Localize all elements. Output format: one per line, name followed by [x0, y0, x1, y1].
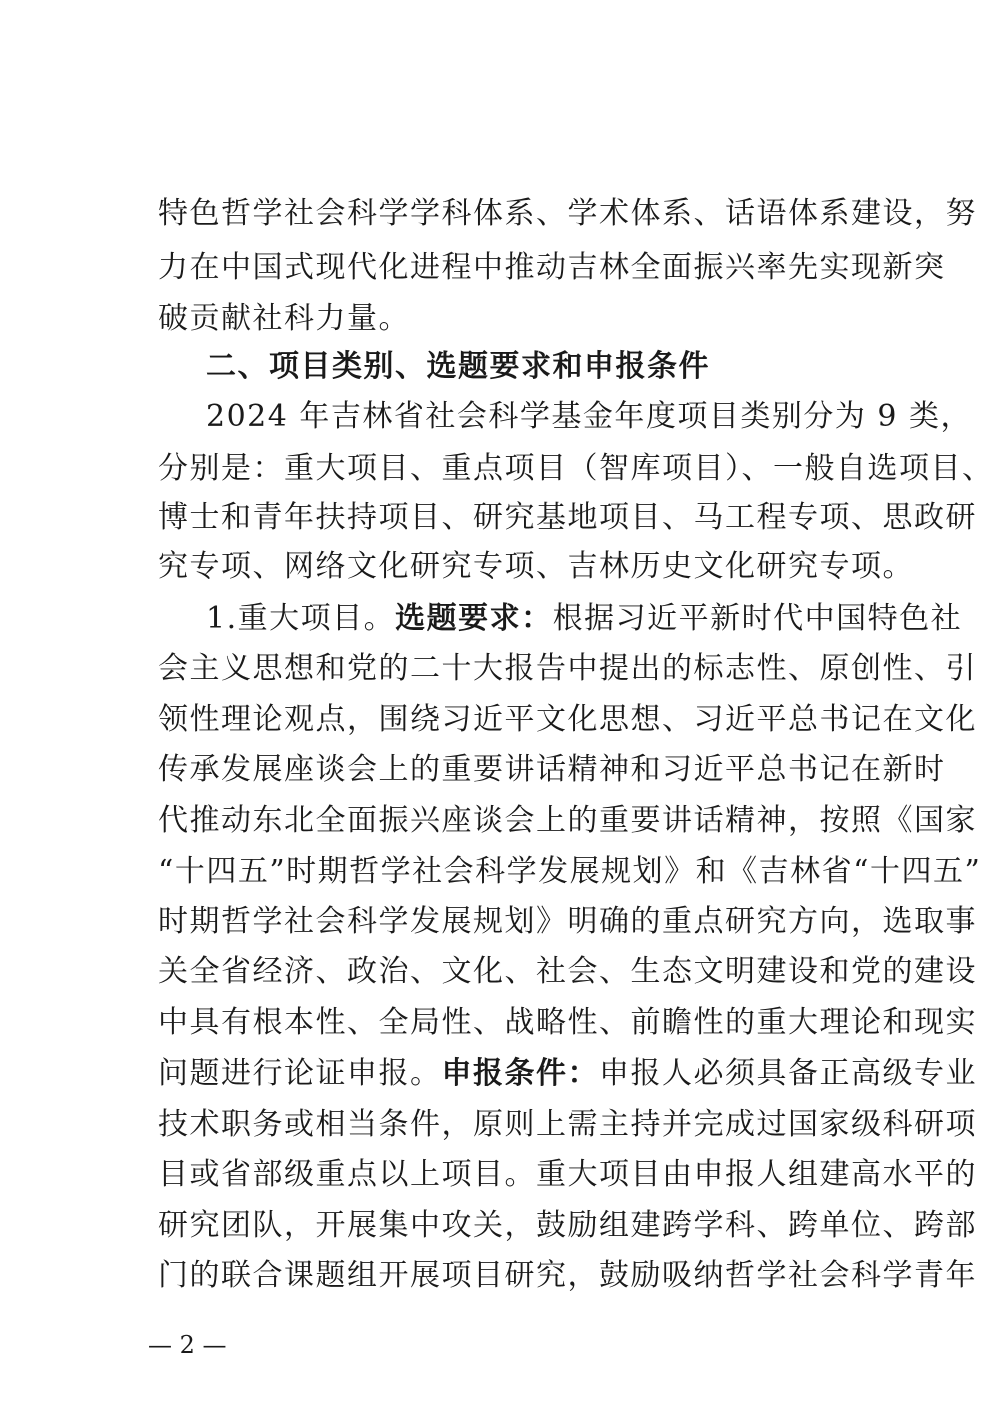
item-text: 问题进行论证申报。 — [158, 1056, 442, 1091]
body-text-line: 破贡献社科力量。 — [158, 301, 410, 336]
section-heading: 二、项目类别、选题要求和申报条件 — [206, 349, 710, 384]
body-text-line: 分别是：重大项目、重点项目（智库项目）、一般自选项目、 — [158, 451, 994, 486]
body-text-line: 研究团队，开展集中攻关，鼓励组建跨学科、跨单位、跨部 — [158, 1208, 977, 1243]
body-text-line: 博士和青年扶持项目、研究基地项目、马工程专项、思政研 — [158, 500, 977, 535]
item-title-line — [206, 601, 963, 636]
body-text-line: 会主义思想和党的二十大报告中提出的标志性、原创性、引 — [158, 651, 977, 686]
page-number: — 2 — — [148, 1331, 227, 1359]
item-text: 根据习近平新时代中国特色社 — [552, 601, 963, 636]
body-text-line: 门的联合课题组开展项目研究，鼓励吸纳哲学社会科学青年 — [158, 1258, 977, 1293]
body-text-line: “十四五”时期哲学社会科学发展规划》和《吉林省“十四五” — [158, 854, 982, 889]
item-title: 1.重大项目。 — [206, 601, 396, 636]
conditions-label: 申报条件： — [441, 1056, 599, 1091]
body-text-line: 力在中国式现代化进程中推动吉林全面振兴率先实现新突 — [158, 250, 946, 285]
body-text-line: 技术职务或相当条件，原则上需主持并完成过国家级科研项 — [158, 1107, 977, 1142]
body-text-line: 代推动东北全面振兴座谈会上的重要讲话精神，按照《国家 — [158, 803, 977, 838]
body-text-line: 领性理论观点，围绕习近平文化思想、习近平总书记在文化 — [158, 702, 977, 737]
body-text-line: 特色哲学社会科学学科体系、学术体系、话语体系建设，努 — [158, 196, 977, 231]
body-text-line — [158, 1056, 977, 1091]
body-text-line: 传承发展座谈会上的重要讲话精神和习近平总书记在新时 — [158, 752, 946, 787]
item-text: 申报人必须具备正高级专业 — [599, 1056, 977, 1091]
body-text-line: 目或省部级重点以上项目。重大项目由申报人组建高水平的 — [158, 1157, 977, 1192]
body-text-line: 关全省经济、政治、文化、社会、生态文明建设和党的建设 — [158, 954, 977, 989]
body-text-line: 中具有根本性、全局性、战略性、前瞻性的重大理论和现实 — [158, 1005, 977, 1040]
requirements-label: 选题要求： — [395, 601, 553, 636]
body-text-line: 2024 年吉林省社会科学基金年度项目类别分为 9 类， — [206, 399, 973, 434]
body-text-line: 时期哲学社会科学发展规划》明确的重点研究方向，选取事 — [158, 904, 977, 939]
body-text-line: 究专项、网络文化研究专项、吉林历史文化研究专项。 — [158, 549, 914, 584]
